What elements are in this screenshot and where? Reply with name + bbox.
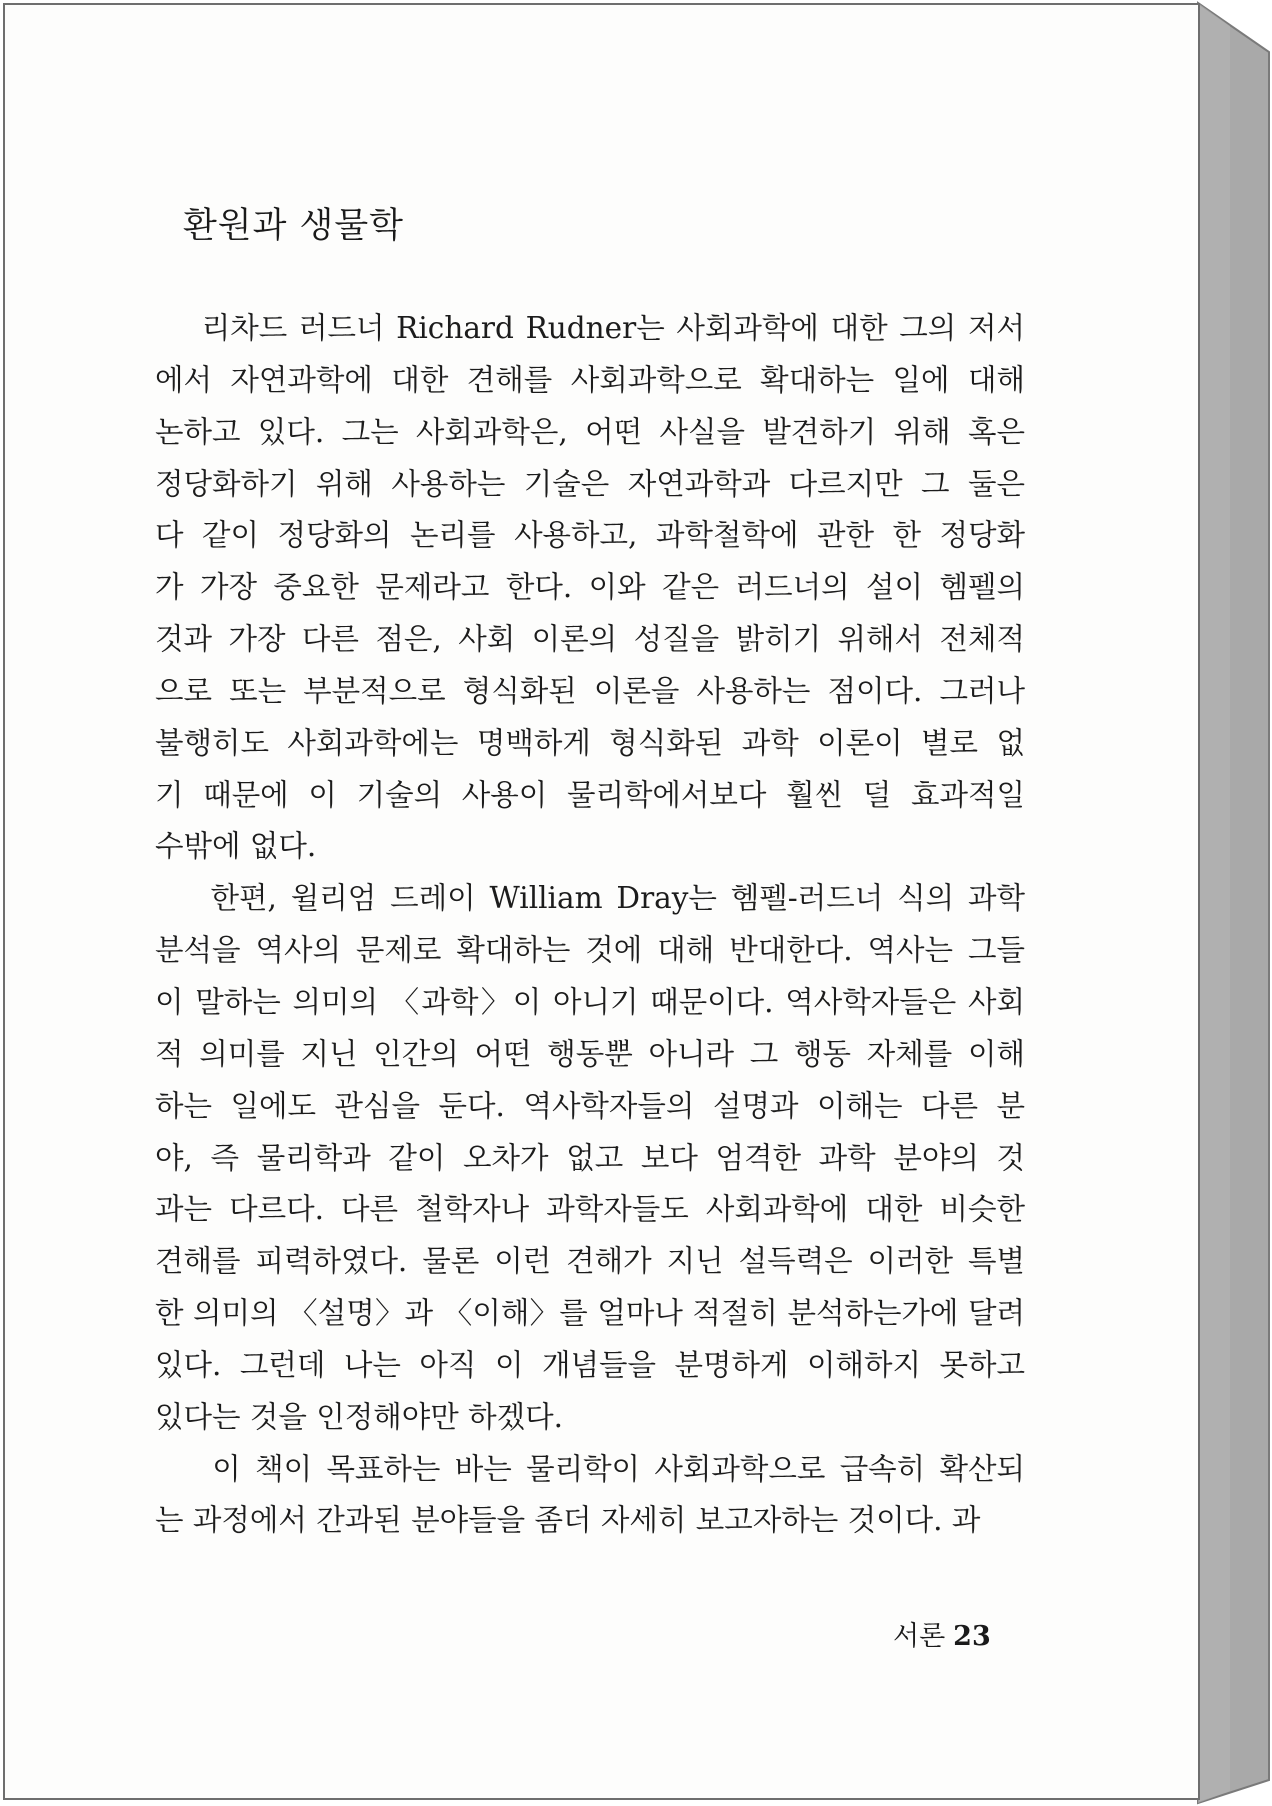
text-line: 기 때문에 이 기술의 사용이 물리학에서보다 훨씬 덜 효과적일: [155, 777, 1025, 812]
running-head: 서론: [893, 1621, 946, 1652]
text-line: 리차드 러드너 Richard Rudner는 사회과학에 대한 그의 저서: [155, 311, 1025, 345]
text-line: 분석을 역사의 문제로 확대하는 것에 대해 반대한다. 역사는 그들: [155, 933, 1025, 968]
text-line: 으로 또는 부분적으로 형식화된 이론을 사용하는 점이다. 그러나: [155, 673, 1025, 708]
text-line: 한 의미의 〈설명〉과 〈이해〉를 얼마나 적절히 분석하는가에 달려: [155, 1296, 1025, 1331]
text-line: 야, 즉 물리학과 같이 오차가 없고 보다 엄격한 과학 분야의 것: [155, 1140, 1025, 1175]
text-line: 있다. 그런데 나는 아직 이 개념들을 분명하게 이해하지 못하고: [155, 1347, 1025, 1382]
text-line: 있다는 것을 인정해야만 하겠다.: [155, 1399, 563, 1434]
text-line: 것과 가장 다른 점은, 사회 이론의 성질을 밝히기 위해서 전체적: [155, 622, 1025, 657]
text-line: 가 가장 중요한 문제라고 한다. 이와 같은 러드너의 설이 헴펠의: [155, 570, 1025, 605]
text-line: 는 과정에서 간과된 분야들을 좀더 자세히 보고자하는 것이다. 과: [155, 1503, 981, 1538]
text-line: 과는 다르다. 다른 철학자나 과학자들도 사회과학에 대한 비슷한: [155, 1192, 1025, 1227]
text-line: 에서 자연과학에 대한 견해를 사회과학으로 확대하는 일에 대해: [155, 362, 1025, 397]
text-line: 하는 일에도 관심을 둔다. 역사학자들의 설명과 이해는 다른 분: [155, 1088, 1025, 1123]
text-line: 다 같이 정당화의 논리를 사용하고, 과학철학에 관한 한 정당화: [155, 518, 1025, 553]
page-number: 23: [953, 1621, 991, 1652]
text-line: 불행히도 사회과학에는 명백하게 형식화된 과학 이론이 별로 없: [155, 725, 1025, 760]
section-heading: 환원과 생물학: [183, 206, 404, 246]
page-footer: [893, 1614, 991, 1653]
text-line: 적 의미를 지닌 인간의 어떤 행동뿐 아니라 그 행동 자체를 이해: [155, 1036, 1025, 1071]
text-line: 견해를 피력하였다. 물론 이런 견해가 지닌 설득력은 이러한 특별: [155, 1244, 1025, 1279]
body-text: [155, 303, 1025, 1547]
text-line: 수밖에 없다.: [155, 829, 317, 864]
text-line: 논하고 있다. 그는 사회과학은, 어떤 사실을 발견하기 위해 혹은: [155, 414, 1025, 449]
text-line: 이 말하는 의미의 〈과학〉이 아니기 때문이다. 역사학자들은 사회: [155, 984, 1025, 1019]
text-line: 정당화하기 위해 사용하는 기술은 자연과학과 다르지만 그 둘은: [155, 466, 1025, 501]
text-line: 이 책이 목표하는 바는 물리학이 사회과학으로 급속히 확산되: [155, 1451, 1025, 1486]
text-line: 한편, 윌리엄 드레이 William Dray는 헴펠-러드너 식의 과학: [155, 881, 1025, 916]
